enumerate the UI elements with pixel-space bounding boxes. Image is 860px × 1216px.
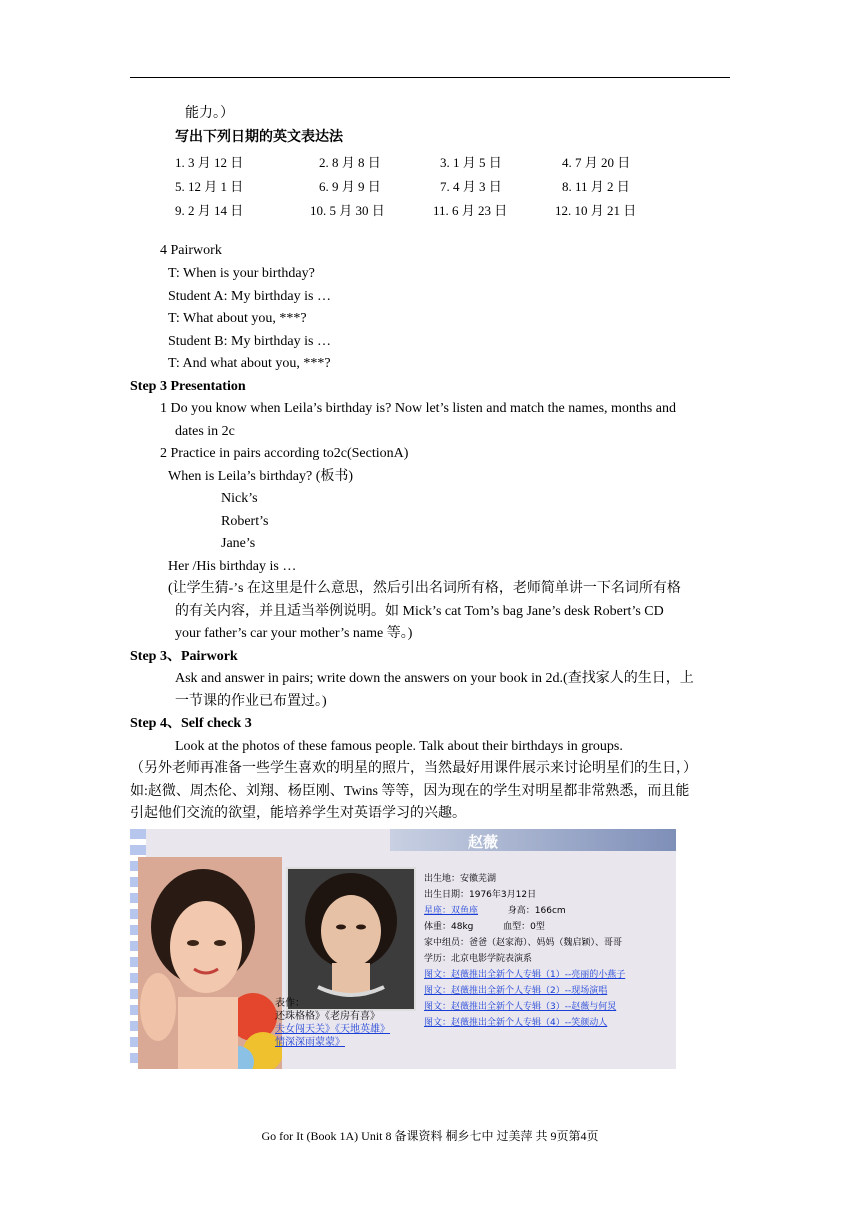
date-row (175, 175, 675, 199)
grammar-note: 的有关内容，并且适当举例说明。如 Mick’s cat Tom’s bag Jane’s desk Robert’s CD (175, 604, 664, 619)
education: 学历：北京电影学院表演系 (424, 954, 533, 964)
height: 身高：166cm (507, 906, 566, 916)
dialog-line: T: When is your birthday? (168, 266, 315, 281)
date-item: 2. 8 月 8 日 (319, 155, 381, 170)
dialog-line: Student A: My birthday is … (168, 289, 331, 304)
ability-line: 能力。） (185, 106, 234, 121)
works-item[interactable]: 情深深雨蒙蒙》 (275, 1037, 345, 1048)
birthday-question: When is Leila’s birthday? (板书) (168, 469, 354, 484)
step3-presentation-heading: Step 3 Presentation (130, 379, 246, 394)
step4-heading: Step 4、Self check 3 (130, 716, 252, 731)
birthplace: 出生地：安徽芜湖 (424, 874, 497, 884)
date-item: 9. 2 月 14 日 (175, 203, 244, 218)
date-item: 7. 4 月 3 日 (440, 179, 502, 194)
zodiac-link[interactable]: 星座：双鱼座 (424, 906, 479, 916)
presentation-item-1-cont: dates in 2c (175, 424, 235, 439)
date-item: 5. 12 月 1 日 (175, 179, 244, 194)
family-members: 家中组员：爸爸（赵家海）、妈妈（魏启颖）、哥哥 (424, 938, 623, 948)
dialog-line: Student B: My birthday is … (168, 334, 331, 349)
celebrity-name: 赵薇 (468, 833, 499, 851)
sign-height-row (424, 903, 625, 919)
works-label: 表作： (275, 998, 305, 1009)
blood-type: 血型：0型 (503, 922, 545, 932)
date-item: 11. 6 月 23 日 (433, 203, 508, 218)
dates-heading: 写出下列日期的英文表达法 (175, 130, 343, 145)
grammar-note: (让学生猜-’s 在这里是什么意思，然后引出名词所有格，老师简单讲一下名词所有格 (168, 581, 681, 596)
works-list (275, 997, 390, 1049)
date-item: 10. 5 月 30 日 (310, 203, 385, 218)
teacher-note: （另外老师再准备一些学生喜欢的明星的照片，当然最好用课件展示来讨论明星们的生日，） (130, 761, 697, 776)
presentation-item-1: 1 Do you know when Leila’s birthday is? Now let’s listen and match the names, months and (160, 401, 676, 416)
works-item[interactable]: 夫女闯天关》《天地英雄》 (275, 1024, 390, 1035)
teacher-note: 引起他们交流的欲望，能培养学生对英语学习的兴趣。 (130, 806, 466, 821)
date-exercise (175, 151, 675, 223)
album-link[interactable]: 图文：赵薇推出全新个人专辑（4）--笑颜动人 (424, 1018, 608, 1028)
weight: 体重：48kg (424, 922, 474, 932)
dialog-line: T: What about you, ***? (168, 311, 307, 326)
page-footer: Go for It (Book 1A) Unit 8 备课资料 桐乡七中 过美萍 共 9页第4页 (261, 1129, 599, 1143)
profile-banner (390, 829, 676, 851)
portrait-photo-left (138, 857, 282, 1069)
name-option: Jane’s (221, 536, 256, 551)
pairwork-heading: 4 Pairwork (160, 243, 222, 258)
date-item: 3. 1 月 5 日 (440, 155, 502, 170)
grammar-note: your father’s car your mother’s name 等。) (175, 626, 413, 641)
works-item: 还珠格格》《老房有喜》 (275, 1011, 380, 1022)
weight-blood-row (424, 919, 625, 935)
dialog-line: T: And what about you, ***? (168, 356, 331, 371)
presentation-item-2: 2 Practice in pairs according to2c(SectionA) (160, 446, 409, 461)
header-rule (130, 77, 730, 78)
pairwork-instruction: Ask and answer in pairs; write down the answers on your book in 2d.(查找家人的生日，上 (175, 671, 694, 686)
album-link[interactable]: 图文：赵薇推出全新个人专辑（1）--亮丽的小燕子 (424, 970, 626, 980)
date-row (175, 151, 675, 175)
date-item: 4. 7 月 20 日 (562, 155, 631, 170)
date-item: 8. 11 月 2 日 (562, 179, 630, 194)
birth-date: 出生日期：1976年3月12日 (424, 890, 537, 900)
celebrity-profile-photo (130, 829, 676, 1069)
teacher-note: 如:赵微、周杰伦、刘翔、杨臣刚、Twins 等等，因为现在的学生对明星都非常熟悉，而且能 (130, 784, 690, 799)
album-link[interactable]: 图文：赵薇推出全新个人专辑（3）--赵薇与何炅 (424, 1002, 617, 1012)
profile-info (424, 871, 625, 1031)
date-item: 12. 10 月 21 日 (555, 203, 637, 218)
date-item: 1. 3 月 12 日 (175, 155, 244, 170)
album-link[interactable]: 图文：赵薇推出全新个人专辑（2）--现场演唱 (424, 986, 608, 996)
self-check-instruction: Look at the photos of these famous people. Talk about their birthdays in groups. (175, 739, 623, 754)
birthday-answer: Her /His birthday is … (168, 559, 297, 574)
name-option: Robert’s (221, 514, 269, 529)
portrait-photo-right (286, 867, 416, 1011)
name-option: Nick’s (221, 491, 258, 506)
pairwork-instruction: 一节课的作业已布置过。) (175, 694, 327, 709)
step3-pairwork-heading: Step 3、Pairwork (130, 649, 238, 664)
date-item: 6. 9 月 9 日 (319, 179, 381, 194)
date-row (175, 199, 675, 223)
